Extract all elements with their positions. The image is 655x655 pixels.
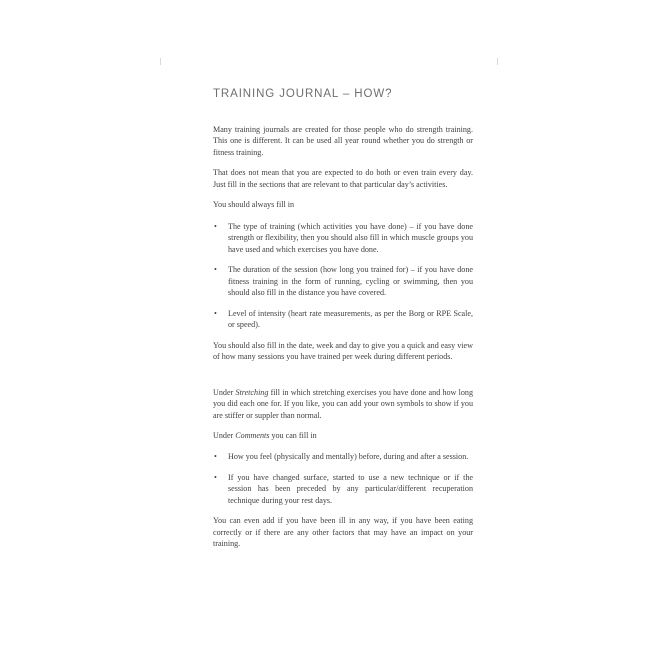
paragraph-intro-2: That does not mean that you are expected to do both or even train every day. Just fill in the sections that are relevant to that particular day’s activities.: [213, 168, 473, 189]
comments-suffix: you can fill in: [269, 431, 317, 440]
bullet-glyph-icon: •: [214, 265, 217, 275]
always-fill-in-list: [213, 221, 473, 331]
always-fill-in-heading: You should always fill in: [213, 200, 295, 210]
stretching-prefix: Under: [213, 387, 236, 397]
list-item: [213, 308, 473, 331]
list-item-text: Level of intensity (heart rate measurements, as per the Borg or RPE Scale, or speed).: [228, 308, 473, 330]
paragraph-intro-1: Many training journals are created for those people who do strength training. This one is different. It can be used all year round whether you do strength or fitness training.: [213, 124, 473, 157]
bullet-glyph-icon: •: [214, 308, 217, 318]
list-item-text: The duration of the session (how long you trained for) – if you have done fitness training in the form of running, cycling or swimming, then you should also fill in the distance you have covered.: [228, 265, 473, 298]
list-item-text: The type of training (which activities you have done) – if you have done strength or flexibility, then you should also fill in which muscle groups you have used and which exercises you have done.: [228, 221, 473, 254]
list-item: [213, 264, 473, 298]
section-spacer: [213, 372, 473, 387]
comments-prefix: Under: [213, 431, 236, 440]
paragraph-date-week-day: You should also fill in the date, week and day to give you a quick and easy view of how many sessions you have trained per week during different periods.: [213, 340, 473, 362]
paragraph-closing: You can even add if you have been ill in any way, if you have been eating correctly or if there are any other factors that may have an impact on your training.: [213, 516, 473, 549]
comments-list: [213, 451, 473, 506]
list-item: [213, 472, 473, 506]
document-text-column: [213, 88, 473, 559]
list-item: [213, 221, 473, 255]
bullet-glyph-icon: •: [214, 221, 217, 231]
paragraph-stretching: [213, 387, 473, 421]
comments-heading: [213, 430, 473, 441]
crop-mark-right-icon: [497, 58, 498, 65]
comments-emphasis: Comments: [235, 431, 270, 440]
page-title: TRAINING JOURNAL – HOW?: [213, 88, 393, 100]
stretching-emphasis: Stretching: [235, 387, 269, 397]
crop-mark-left-icon: [160, 58, 161, 65]
bullet-glyph-icon: •: [214, 452, 217, 462]
bullet-glyph-icon: •: [214, 472, 217, 482]
stretching-suffix: fill in which stretching exercises you have done and how long you did each one for. If you like, you can add your own symbols to show if you are stiffer or suppler than normal.: [213, 387, 473, 420]
list-item: [213, 451, 473, 462]
list-item-text: How you feel (physically and mentally) before, during and after a session.: [228, 452, 469, 462]
list-item-text: If you have changed surface, started to use a new technique or if the session has been preceded by any particular/different recuperation technique during your rest days.: [228, 472, 473, 505]
